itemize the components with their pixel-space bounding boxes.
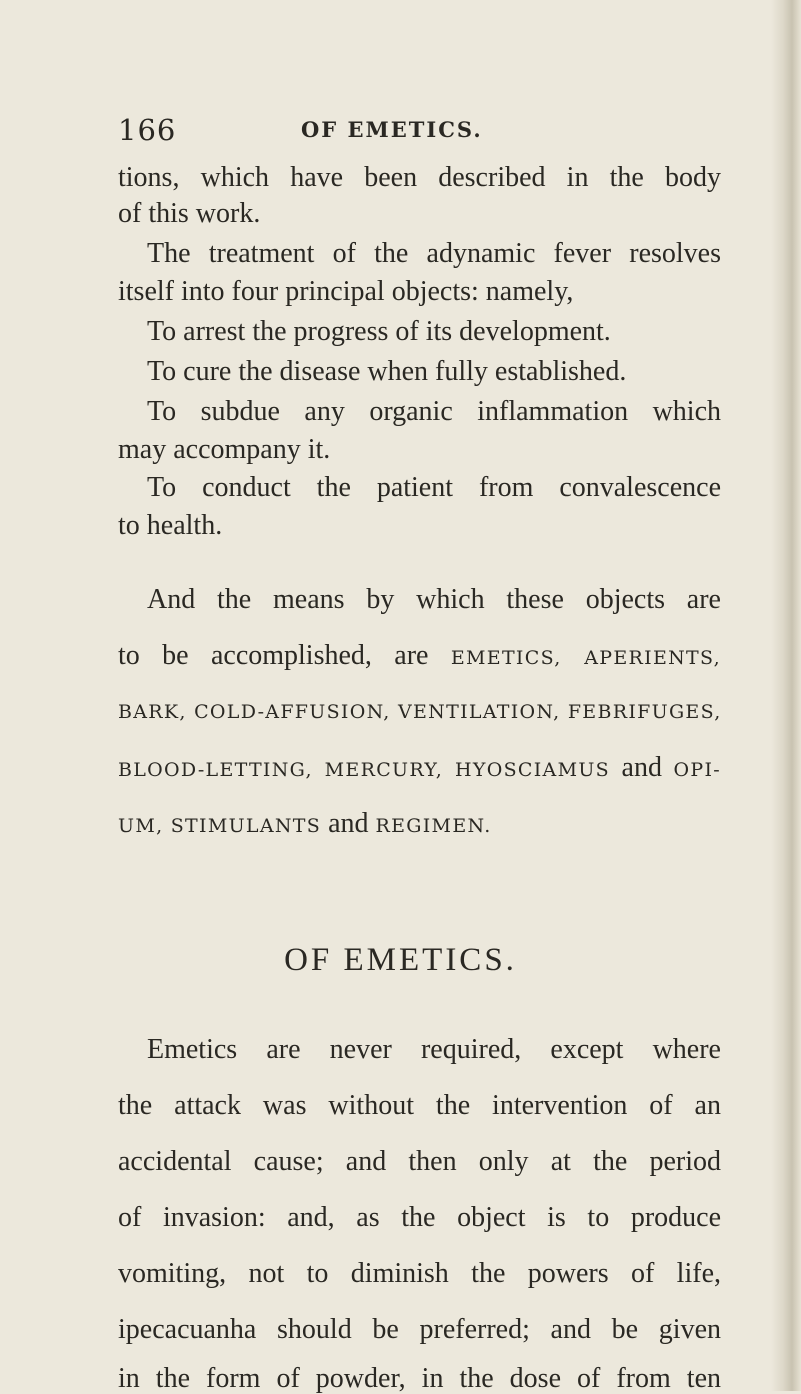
text-line: itself into four principal objects: namely, — [118, 276, 574, 307]
caps-run: EMETICS, APERIENTS, — [450, 647, 721, 669]
caps-line: BARK, COLD-AFFUSION, VENTILATION, FEBRIFUGES, — [118, 701, 722, 723]
caps-run: BLOOD-LETTING, MERCURY, HYOSCIAMUS — [118, 759, 610, 781]
text-line: The treatment of the adynamic fever resolves — [147, 238, 721, 269]
caps-run: OPI- — [673, 759, 721, 781]
caps-run: UM, STIMULANTS — [118, 815, 322, 837]
text-line: And the means by which these objects are — [147, 584, 721, 615]
list-item-continuation: to health. — [118, 510, 223, 541]
list-item: To arrest the progress of its development. — [147, 316, 611, 347]
text-line: of this work. — [118, 198, 261, 229]
text-run: and — [609, 752, 674, 783]
text-line: vomiting, not to diminish the powers of life, — [118, 1258, 721, 1289]
text-line — [118, 750, 721, 788]
text-run: to be accomplished, are — [118, 640, 451, 671]
text-line: ipecacuanha should be preferred; and be given — [118, 1314, 721, 1345]
page-header — [118, 110, 718, 150]
list-item: To cure the disease when fully established. — [147, 356, 627, 387]
text-line — [118, 638, 721, 676]
page-number: 166 — [118, 113, 177, 147]
list-item: To subdue any organic inflammation which — [147, 396, 721, 427]
page-edge — [771, 0, 801, 1391]
text-line: of invasion: and, as the object is to produce — [118, 1202, 721, 1233]
text-line: the attack was without the intervention of an — [118, 1090, 721, 1121]
section-heading: OF EMETICS. — [284, 942, 517, 978]
text-line: Emetics are never required, except where — [147, 1034, 721, 1065]
caps-run: REGIMEN. — [375, 815, 492, 837]
text-run: and — [321, 808, 376, 839]
running-head: OF EMETICS. — [301, 117, 483, 142]
text-line: accidental cause; and then only at the period — [118, 1146, 721, 1177]
text-line: tions, which have been described in the body — [118, 162, 721, 193]
text-line: in the form of powder, in the dose of from ten — [118, 1363, 721, 1394]
list-item: To conduct the patient from convalescence — [147, 472, 721, 503]
text-line — [118, 806, 492, 844]
list-item-continuation: may accompany it. — [118, 434, 331, 465]
